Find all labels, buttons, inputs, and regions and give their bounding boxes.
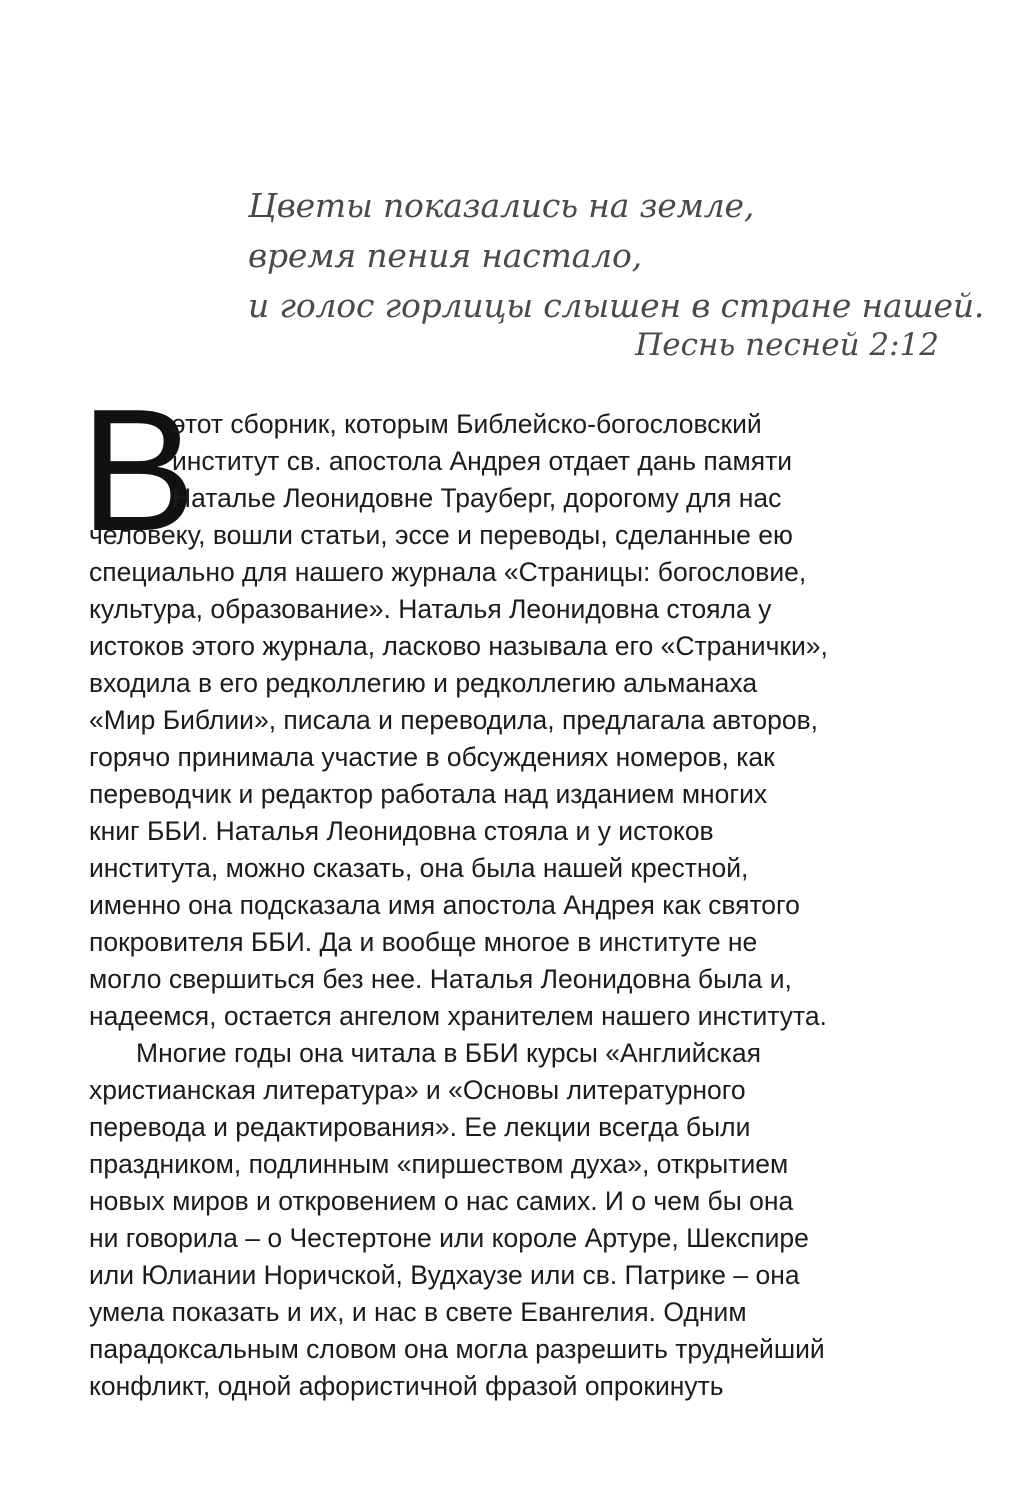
- text-line: истоков этого журнала, ласково называла его «Странички»,: [89, 631, 828, 661]
- epigraph: [248, 181, 985, 331]
- text-line: перевода и редактирования». Ее лекции всегда были: [89, 1112, 751, 1142]
- text-line: именно она подсказала имя апостола Андрея как святого: [89, 890, 800, 920]
- drop-cap: В: [80, 372, 197, 567]
- text-line: культура, образование». Наталья Леонидовна стояла у: [89, 594, 772, 624]
- text-line: «Мир Библии», писала и переводила, предлагала авторов,: [89, 705, 819, 735]
- text-line: могло свершиться без нее. Наталья Леонидовна была и,: [89, 964, 792, 994]
- text-line: христианская литература» и «Основы литературного: [89, 1075, 746, 1105]
- text-line: специально для нашего журнала «Страницы: богословие,: [89, 557, 807, 587]
- text-line: ни говорила – о Честертоне или короле Артуре, Шекспире: [89, 1223, 809, 1253]
- text-line: или Юлиании Норичской, Вудхаузе или св. Патрике – она: [89, 1260, 800, 1290]
- text-line: института, можно сказать, она была нашей крестной,: [89, 853, 749, 883]
- text-line: умела показать и их, и нас в свете Евангелия. Одним: [89, 1297, 747, 1327]
- paragraph-2: [89, 1035, 939, 1405]
- text-line: входила в его редколлегию и редколлегию альманаха: [89, 668, 758, 698]
- epigraph-source: Песнь песней 2:12: [635, 327, 939, 363]
- text-line: институт св. апостола Андрея отдает дань памяти: [172, 446, 793, 476]
- text-line: Наталье Леонидовне Трауберг, дорогому для нас: [172, 483, 782, 513]
- epigraph-line: время пения настало,: [248, 236, 642, 275]
- epigraph-line: и голос горлицы слышен в стране нашей.: [248, 286, 985, 325]
- text-line: горячо принимала участие в обсуждениях номеров, как: [89, 742, 775, 772]
- text-line: новых миров и откровением о нас самих. И о чем бы она: [89, 1186, 794, 1216]
- text-line: праздником, подлинным «пиршеством духа», открытием: [89, 1149, 789, 1179]
- text-line: книг ББИ. Наталья Леонидовна стояла и у истоков: [89, 816, 714, 846]
- epigraph-line: Цветы показались на земле,: [248, 186, 755, 225]
- text-line: человеку, вошли статьи, эссе и переводы, сделанные ею: [89, 520, 793, 550]
- text-line: покровителя ББИ. Да и вообще многое в институте не: [89, 927, 758, 957]
- text-line: парадоксальным словом она могла разрешить труднейший: [89, 1334, 825, 1364]
- text-line: Многие годы она читала в ББИ курсы «Английская: [136, 1038, 761, 1068]
- text-line: этот сборник, которым Библейско-богословский: [172, 409, 762, 439]
- text-line: переводчик и редактор работала над изданием многих: [89, 779, 768, 809]
- text-line: конфликт, одной афористичной фразой опрокинуть: [89, 1371, 724, 1401]
- text-line: надеемся, остается ангелом хранителем нашего института.: [89, 1001, 827, 1031]
- article-body: [89, 406, 939, 1405]
- paragraph-1: [89, 406, 939, 1035]
